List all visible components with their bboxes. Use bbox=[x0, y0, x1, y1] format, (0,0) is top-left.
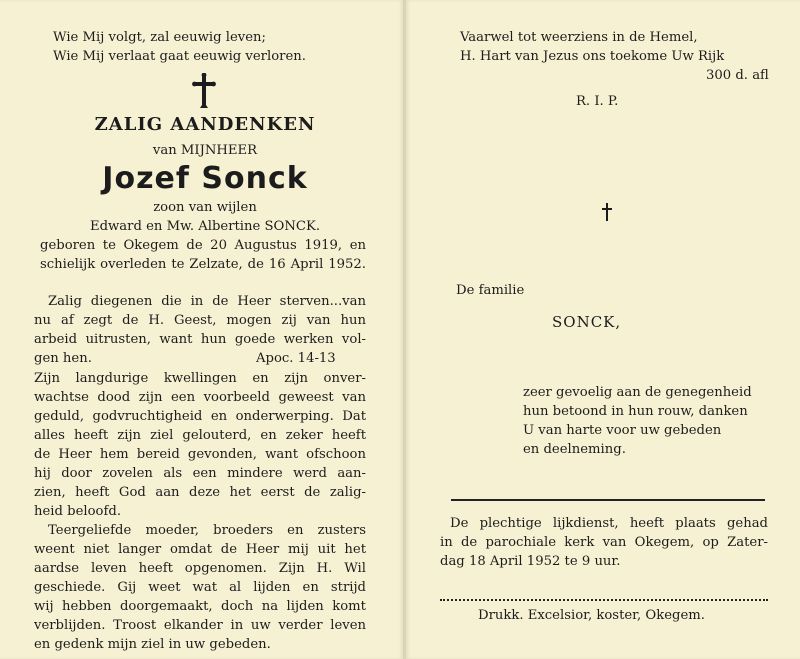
farewell-line-2: H. Hart van Jezus ons toekome Uw Rijk bbox=[460, 49, 725, 64]
cross-icon bbox=[192, 73, 216, 109]
service-line-1: De plechtige lijkdienst, heeft plaats gehad bbox=[450, 516, 768, 531]
right-panel bbox=[406, 0, 800, 659]
service-line-3: dag 18 April 1952 te 9 uur. bbox=[440, 554, 621, 569]
deceased-name: Jozef Sonck bbox=[102, 161, 308, 196]
subheading: van MIJNHEER bbox=[152, 143, 258, 158]
divider bbox=[451, 499, 765, 501]
bio-line-1: zoon van wijlen bbox=[153, 200, 257, 215]
para3-line-4: geschiede. Gij weet wat al lijden en strijd bbox=[34, 580, 366, 595]
motto-line-2: Wie Mij verlaat gaat eeuwig verloren. bbox=[53, 49, 306, 64]
thanks-line-4: en deelneming. bbox=[523, 442, 626, 457]
para2-line-1: Zijn langdurige kwellingen en zijn onver- bbox=[34, 371, 366, 386]
family-intro: De familie bbox=[456, 283, 525, 298]
rip: R. I. P. bbox=[576, 94, 619, 109]
thanks-line-3: U van harte voor uw gebeden bbox=[523, 423, 722, 438]
quote-line-4: gen hen. bbox=[34, 351, 92, 366]
para2-line-2: wachtse dood zijn een voorbeeld geweest van bbox=[34, 390, 366, 405]
para3-line-1: Teergeliefde moeder, broeders en zusters bbox=[48, 523, 366, 538]
quote-line-2: nu af zegt de H. Geest, mogen zij van hun bbox=[34, 313, 366, 328]
dotted-divider bbox=[440, 599, 768, 601]
bio-line-4: schielijk overleden te Zelzate, de 16 April 1952. bbox=[40, 257, 366, 272]
farewell-line-1: Vaarwel tot weerziens in de Hemel, bbox=[460, 30, 698, 45]
cross-icon bbox=[601, 203, 613, 221]
para2-line-6: hij door zovelen als een mindere werd aan- bbox=[34, 466, 366, 481]
para3-line-6: verblijden. Troost elkander in uw verder leven bbox=[34, 618, 366, 633]
heading: ZALIG AANDENKEN bbox=[94, 114, 316, 135]
service-line-2: in de parochiale kerk van Okegem, op Zater- bbox=[440, 535, 768, 550]
thanks-line-2: hun betoond in hun rouw, danken bbox=[523, 404, 748, 419]
para2-line-8: heid beloofd. bbox=[34, 504, 122, 519]
para2-line-4: alles heeft zijn ziel gelouterd, en zeker heeft bbox=[34, 428, 366, 443]
motto-line-1: Wie Mij volgt, zal eeuwig leven; bbox=[53, 30, 266, 45]
bio-line-2: Edward en Mw. Albertine SONCK. bbox=[89, 219, 321, 234]
quote-line-3: arbeid uitrusten, want hun goede werken vol- bbox=[34, 332, 366, 347]
bio-line-3: geboren te Okegem de 20 Augustus 1919, en bbox=[40, 238, 366, 253]
quote-line-1: Zalig diegenen die in de Heer sterven...van bbox=[48, 294, 366, 309]
para3-line-3: aardse leven heeft opgenomen. Zijn H. Wil bbox=[34, 561, 366, 576]
family-name: SONCK, bbox=[552, 313, 622, 331]
para2-line-7: zien, heeft God aan deze het eerst de zalig- bbox=[34, 485, 366, 500]
para2-line-3: geduld, godvruchtigheid en onderwerping. Dat bbox=[34, 409, 366, 424]
para2-line-5: de Heer hem bereid gevonden, want ofschoon bbox=[34, 447, 366, 462]
para3-line-5: wij hebben doorgemaakt, doch na lijden komt bbox=[34, 599, 366, 614]
thanks-line-1: zeer gevoelig aan de genegenheid bbox=[523, 385, 752, 400]
para3-line-7: en gedenk mijn ziel in uw gebeden. bbox=[34, 637, 271, 652]
para3-line-2: weent niet langer omdat de Heer mij uit het bbox=[34, 542, 366, 557]
quote-reference: Apoc. 14-13 bbox=[256, 351, 336, 366]
printer-credit: Drukk. Excelsior, koster, Okegem. bbox=[478, 608, 705, 623]
indulgence: 300 d. afl bbox=[706, 68, 769, 83]
